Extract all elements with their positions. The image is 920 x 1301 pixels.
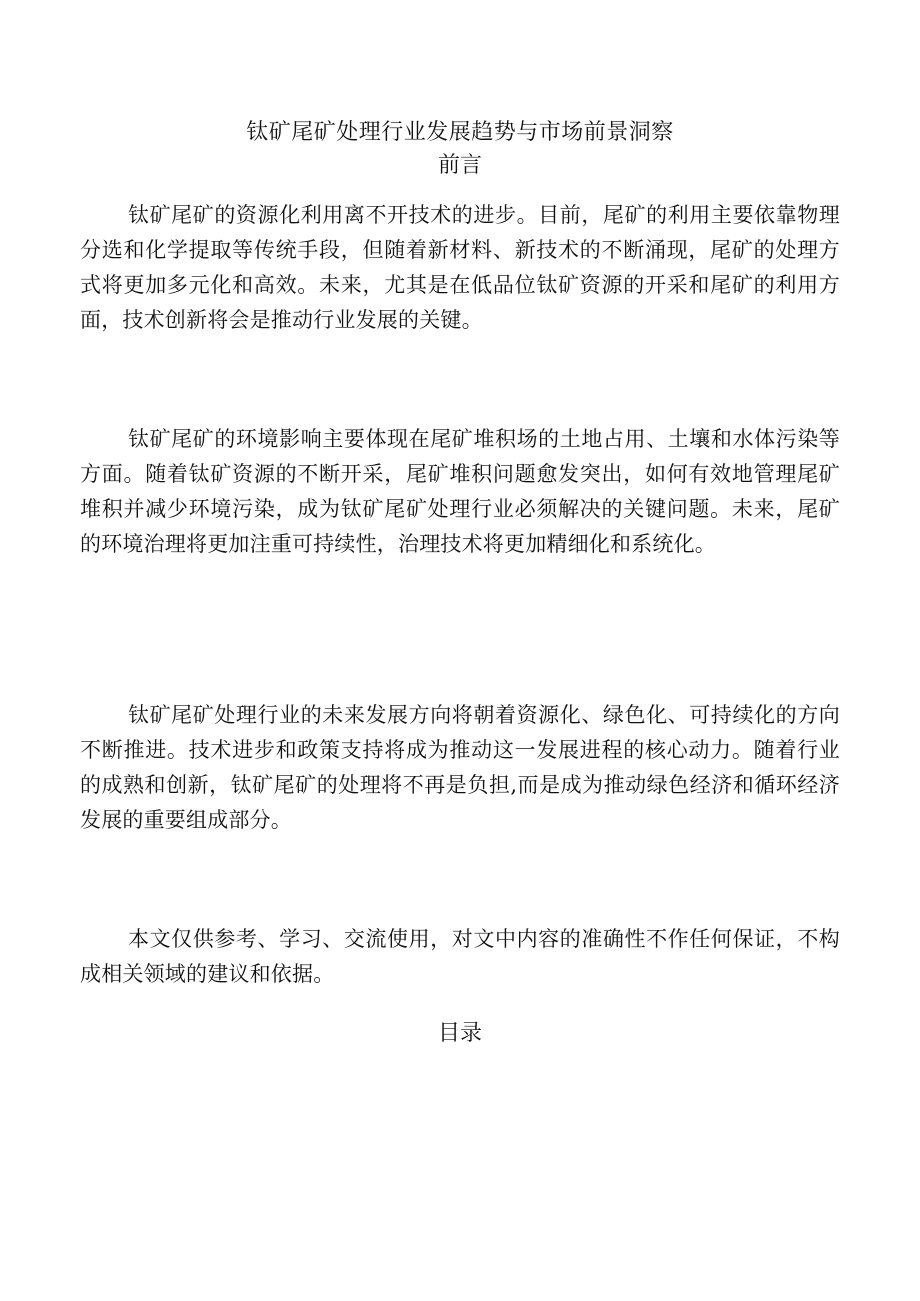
paragraph-environmental-impact: 钛矿尾矿的环境影响主要体现在尾矿堆积场的土地占用、土壤和水体污染等方面。随着钛矿资源的不断开采，尾矿堆积问题愈发突出，如何有效地管理尾矿堆积并减少环境污染，成为钛矿尾矿处理行业必须解决的关键问题。未来，尾矿的环境治理将更加注重可持续性，治理技术将更加精细化和系统化。 (80, 427, 840, 556)
paragraph-resource-utilization: 钛矿尾矿的资源化利用离不开技术的进步。目前，尾矿的利用主要依靠物理分选和化学提取等传统手段，但随着新材料、新技术的不断涌现，尾矿的处理方式将更加多元化和高效。未来，尤其是在低品位钛矿资源的开采和尾矿的利用方面，技术创新将会是推动行业发展的关键。 (80, 203, 840, 332)
table-of-contents-heading: 目录 (437, 1021, 482, 1046)
document-title: 钛矿尾矿处理行业发展趋势与市场前景洞察 (246, 120, 674, 145)
preface-heading: 前言 (437, 153, 482, 178)
paragraph-disclaimer: 本文仅供参考、学习、交流使用，对文中内容的准确性不作任何保证，不构成相关领域的建议和依据。 (80, 927, 840, 986)
paragraph-future-direction: 钛矿尾矿处理行业的未来发展方向将朝着资源化、绿色化、可持续化的方向不断推进。技术进步和政策支持将成为推动这一发展进程的核心动力。随着行业的成熟和创新，钛矿尾矿的处理将不再是负担,而是成为推动绿色经济和循环经济发展的重要组成部分。 (80, 703, 840, 832)
